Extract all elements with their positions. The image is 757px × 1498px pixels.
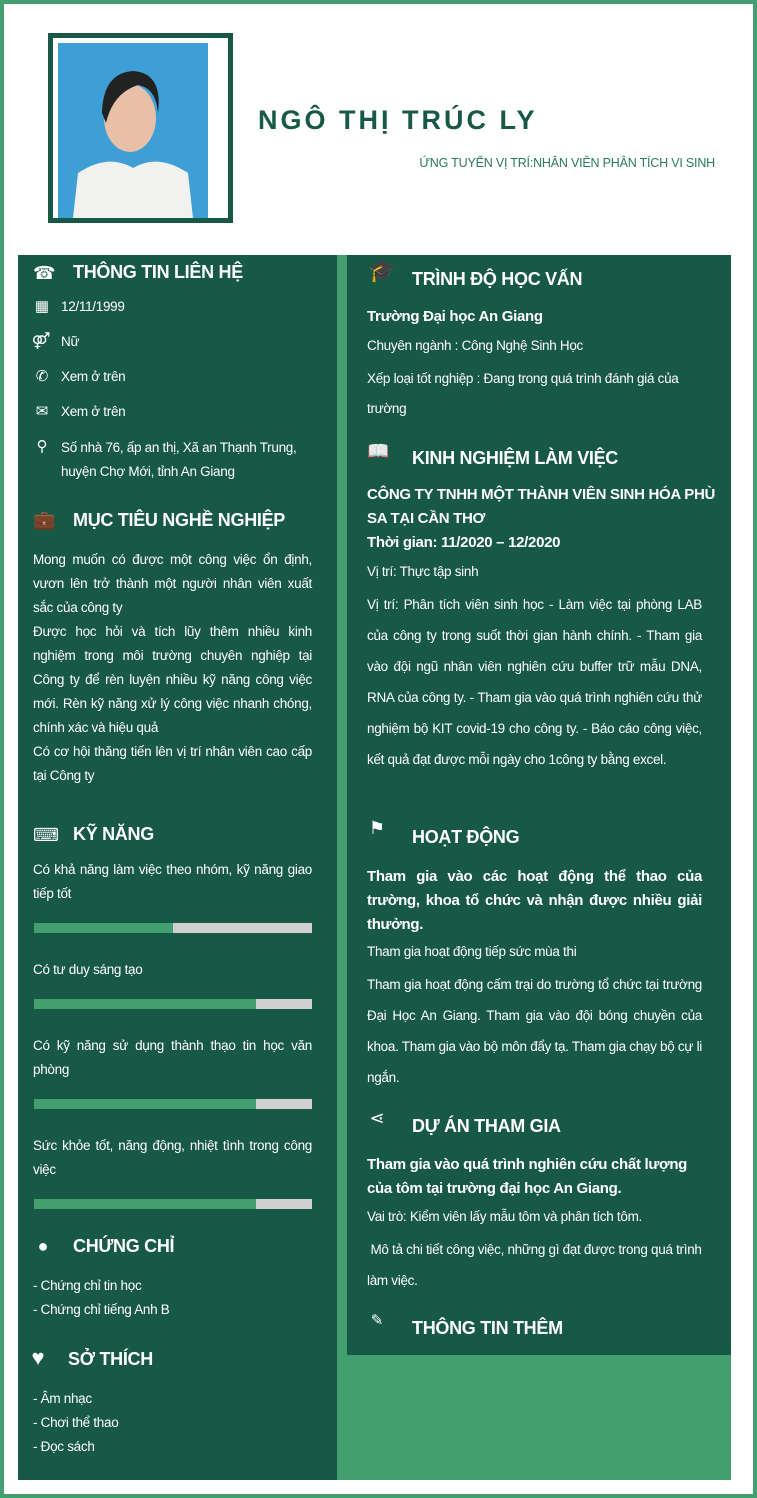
skill-label: Có kỹ năng sử dụng thành thạo tin học văn phòng — [33, 1038, 312, 1077]
hobby-item: - Đọc sách — [33, 1439, 95, 1454]
work-time: Thời gian: 11/2020 – 12/2020 — [367, 534, 561, 551]
work-position: Vị trí: Thực tập sinh — [367, 564, 479, 579]
heart-icon: ♥ — [31, 1345, 45, 1370]
email: Xem ở trên — [61, 404, 126, 419]
share-icon: ⋖ — [369, 1108, 385, 1128]
education-title: TRÌNH ĐỘ HỌC VẤN — [412, 269, 583, 289]
hobby-item: - Chơi thể thao — [33, 1415, 119, 1430]
gender: Nữ — [61, 334, 80, 349]
cert-item: - Chứng chỉ tin học — [33, 1278, 142, 1293]
dob: 12/11/1999 — [61, 299, 125, 314]
certs-title: CHỨNG CHỈ — [73, 1236, 175, 1256]
skill-bar-fill — [34, 1199, 256, 1209]
projects-title: DỰ ÁN THAM GIA — [412, 1116, 561, 1136]
phone-icon: ✆ — [35, 368, 49, 385]
activity-line: Tham gia hoạt động cấm trại do trường tổ chức tại trường Đại Học An Giang. Tham gia vào đội bóng chuyền của khoa. Tham gia vào bộ môn đẩy tạ. Tham gia chạy bộ cự li ngắn. — [367, 977, 702, 1085]
grade: Xếp loại tốt nghiệp : Đang trong quá trình đánh giá của trường — [367, 371, 679, 416]
calendar-icon: ▦ — [34, 298, 50, 315]
skill-bar-fill — [34, 923, 173, 933]
project-headline: Tham gia vào quá trình nghiên cứu chất lượng của tôm tại trường đại học An Giang. — [367, 1156, 688, 1197]
cert-item: - Chứng chỉ tiếng Anh B — [33, 1302, 170, 1317]
pencil-icon: ✎ — [370, 1312, 384, 1329]
location-icon: ⚲ — [36, 438, 48, 455]
skill-label: Sức khỏe tốt, năng động, nhiệt tình trong công việc — [33, 1138, 312, 1177]
graduation-cap-icon: 🎓 — [368, 258, 396, 283]
email-icon: ✉ — [35, 403, 49, 420]
hobbies-title: SỞ THÍCH — [68, 1349, 153, 1369]
candidate-name: NGÔ THỊ TRÚC LY — [258, 105, 538, 135]
skill-bar-fill — [34, 1099, 256, 1109]
extra-title: THÔNG TIN THÊM — [412, 1318, 563, 1338]
activity-line: Tham gia hoạt động tiếp sức mùa thi — [367, 944, 577, 959]
activities-headline: Tham gia vào các hoạt động thể thao của trường, khoa tổ chức và nhận được nhiều giải thưởng. — [367, 868, 702, 933]
activities-title: HOẠT ĐỘNG — [412, 827, 520, 847]
keyboard-icon: ⌨ — [33, 825, 59, 845]
avatar-photo — [48, 33, 233, 223]
skill-bar — [34, 923, 312, 933]
school: Trường Đại học An Giang — [367, 308, 543, 325]
major: Chuyên ngành : Công Nghệ Sinh Học — [367, 338, 584, 353]
gender-icon: ⚤ — [31, 333, 51, 350]
skill-label: Có tư duy sáng tạo — [33, 962, 143, 977]
phone-square-icon: ☎ — [33, 263, 56, 283]
skill-bar — [34, 1199, 312, 1209]
phone: Xem ở trên — [61, 369, 126, 384]
briefcase-icon: 💼 — [33, 510, 56, 530]
work-description: Vị trí: Phân tích viên sinh học - Làm việc tại phòng LAB của công ty trong suốt thời gian hành chính. - Tham gia vào đội ngũ nhân viên nghiên cứu buffer trữ mẫu DNA, RNA của công ty. - Tham gia vào quá trình nghiên cứu thử nghiệm bộ KIT covid-19 cho công ty. - Báo cáo công việc, kết quả đạt được mỗi ngày cho 1công ty bằng excel. — [367, 597, 702, 767]
contact-title: THÔNG TIN LIÊN HỆ — [73, 262, 243, 282]
applied-position: ỨNG TUYỂN VỊ TRÍ:NHÂN VIÊN PHÂN TÍCH VI SINH — [419, 156, 715, 170]
address: Số nhà 76, ấp an thị, Xã an Thạnh Trung, huyện Chợ Mới, tỉnh An Giang — [61, 440, 297, 479]
skill-bar — [34, 1099, 312, 1109]
company: CÔNG TY TNHH MỘT THÀNH VIÊN SINH HÓA PHÙ SA TẠI CẦN THƠ — [367, 486, 716, 527]
globe-icon: ● — [37, 1236, 49, 1256]
project-role: Vai trò: Kiểm viên lấy mẫu tôm và phân tích tôm. — [367, 1209, 642, 1224]
flag-icon: ⚑ — [368, 818, 386, 838]
experience-title: KINH NGHIỆM LÀM VIỆC — [412, 448, 619, 468]
skills-title: KỸ NĂNG — [73, 824, 154, 844]
objective-title: MỤC TIÊU NGHỀ NGHIỆP — [73, 510, 286, 530]
skill-bar — [34, 999, 312, 1009]
project-description: Mô tả chi tiết công việc, những gì đạt được trong quá trình làm việc. — [367, 1242, 706, 1288]
skill-label: Có khả năng làm việc theo nhóm, kỹ năng giao tiếp tốt — [33, 862, 312, 901]
hobby-item: - Âm nhạc — [33, 1391, 92, 1406]
objective-text: Mong muốn có được một công việc ổn định, vươn lên trở thành một người nhân viên xuất sắc của công ty Được học hỏi và tích lũy thêm nhiều kinh nghiệm trong môi trường chuyên nghiệp tại Công ty để rèn luyện nhiều kỹ năng công việc mới. Rèn kỹ năng xử lý công việc nhanh chóng, chính xác và hiệu quả Có cơ hội thăng tiến lên vị trí nhân viên cao cấp tại Công ty — [33, 552, 312, 783]
right-column — [347, 255, 731, 1355]
skill-bar-fill — [34, 999, 256, 1009]
book-icon: 📖 — [367, 441, 390, 461]
left-column — [18, 255, 337, 1480]
